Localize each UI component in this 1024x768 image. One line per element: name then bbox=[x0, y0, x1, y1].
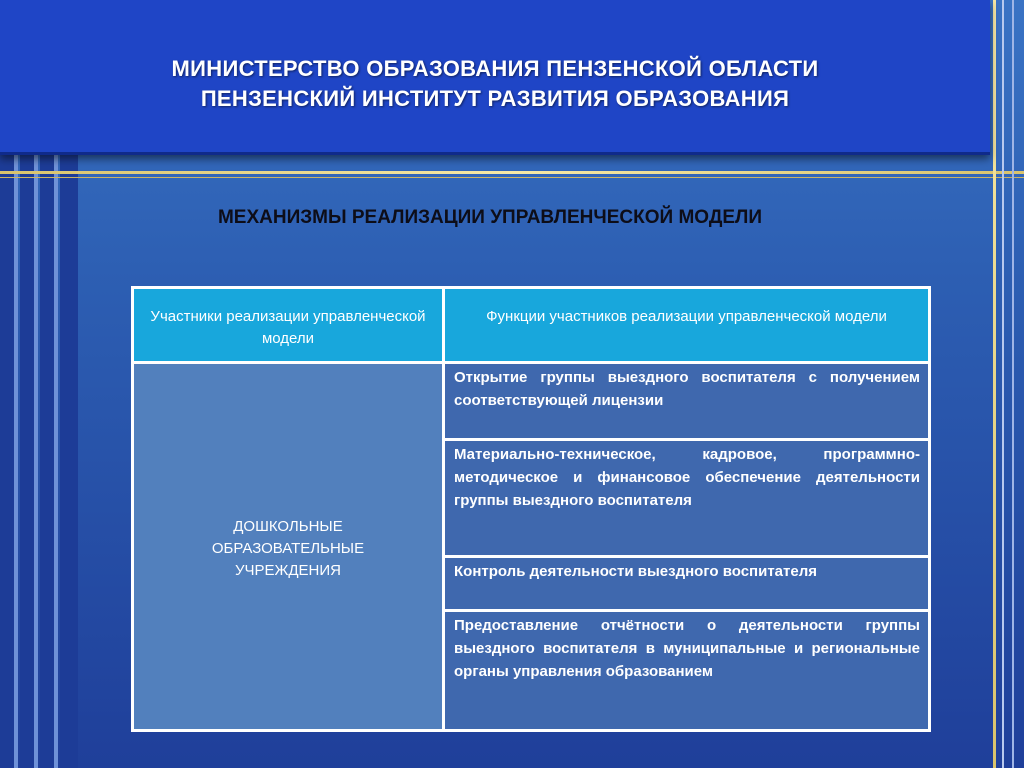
gold-vertical-line bbox=[993, 0, 996, 768]
gold-divider bbox=[0, 177, 1024, 178]
function-row: Предоставление отчётности о деятельности группы выездного воспитателя в муниципальные и региональные органы управления образованием bbox=[445, 612, 931, 732]
vertical-line bbox=[1002, 0, 1004, 768]
function-row: Материально-техническое, кадровое, программно-методическое и финансовое обеспечение деятельности группы выездного воспитателя bbox=[445, 441, 931, 558]
vertical-line bbox=[1012, 0, 1014, 768]
participant-label: ДОШКОЛЬНЫЕ ОБРАЗОВАТЕЛЬНЫЕ УЧРЕЖДЕНИЯ bbox=[211, 517, 365, 579]
participant-cell bbox=[131, 364, 445, 732]
function-row: Контроль деятельности выездного воспитателя bbox=[445, 558, 931, 612]
slide-title: МЕХАНИЗМЫ РЕАЛИЗАЦИИ УПРАВЛЕНЧЕСКОЙ МОДЕЛИ bbox=[217, 207, 763, 228]
ministry-title: МИНИСТЕРСТВО ОБРАЗОВАНИЯ ПЕНЗЕНСКОЙ ОБЛАСТИ bbox=[171, 56, 819, 81]
institute-title: ПЕНЗЕНСКИЙ ИНСТИТУТ РАЗВИТИЯ ОБРАЗОВАНИЯ bbox=[200, 86, 790, 111]
gold-divider bbox=[0, 171, 1024, 174]
table-header-functions: Функции участников реализации управленческой модели bbox=[445, 286, 931, 364]
function-row: Открытие группы выездного воспитателя с получением соответствующей лицензии bbox=[445, 364, 931, 441]
table-header-participants: Участники реализации управленческой модели bbox=[131, 286, 445, 364]
mechanisms-table bbox=[131, 286, 931, 732]
header-band bbox=[0, 0, 990, 155]
